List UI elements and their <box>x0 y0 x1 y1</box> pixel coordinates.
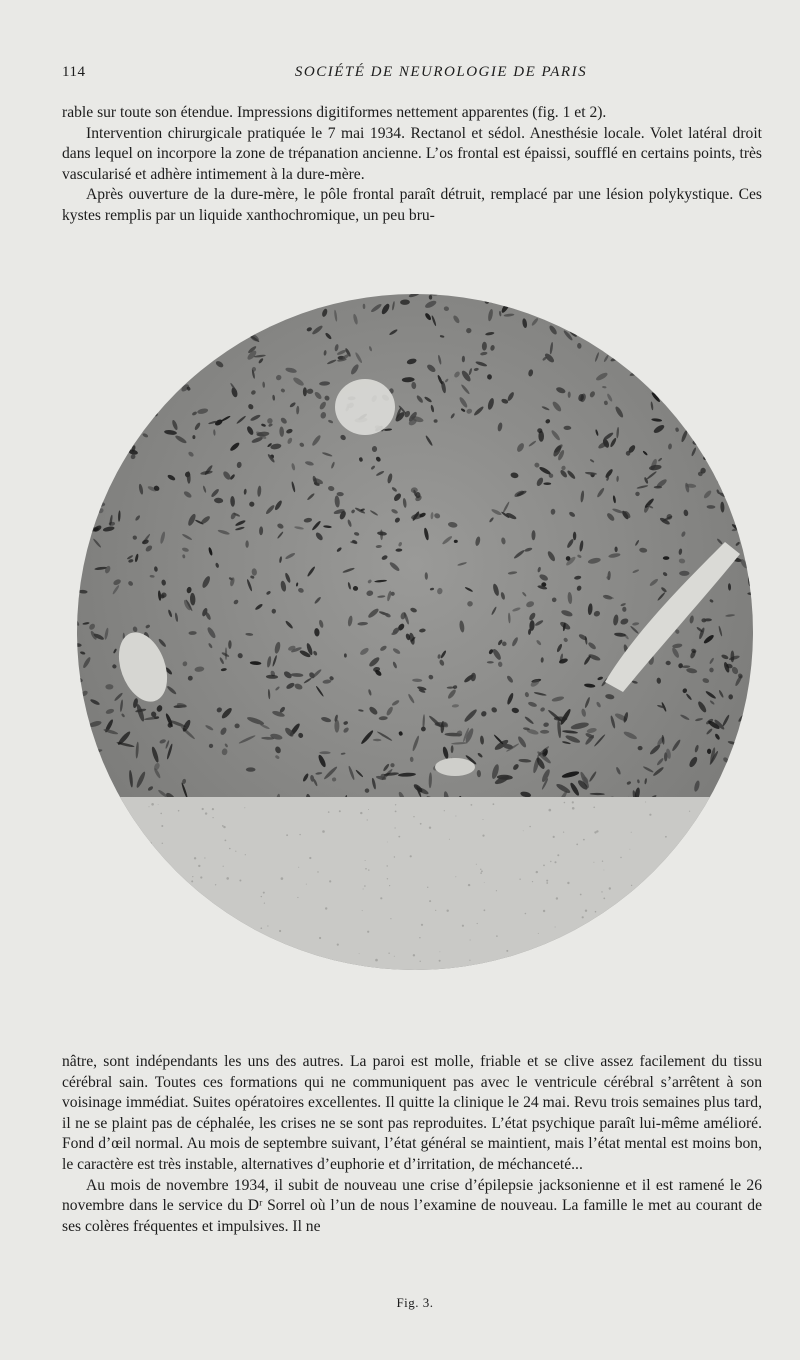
page-number: 114 <box>62 64 86 80</box>
paragraph: Après ouverture de la dure-mère, le pôle frontal paraît détruit, remplacé par une lésion polykystique. Ces kystes remplis par un liquide xanthochromique, un peu bru- <box>62 186 762 224</box>
figure-caption: Fig. 3. <box>396 1295 434 1310</box>
paragraph: Au mois de novembre 1934, il subit de nouveau une crise d’épilepsie jacksonienne et il est ramené le 26 novembre dans le service du Dʳ Sorrel où l’un de nous l’examine de nouveau. La famille le met au courant de ses colères fréquentes et impulsives. Il ne <box>62 1176 762 1235</box>
bottom-text-block <box>62 1052 762 1237</box>
running-head <box>62 64 760 86</box>
micrograph-image <box>75 292 755 972</box>
paragraph: Intervention chirurgicale pratiquée le 7 mai 1934. Rectanol et sédol. Anesthésie locale. Volet latéral droit dans lequel on incorpore la zone de trépanation ancienne. L’os frontal est épaissi, soufflé en certains points, très vascularisé et adhère intimement à la dure-mère. <box>62 124 762 183</box>
top-text-block <box>62 103 762 227</box>
paragraph: rable sur toute son étendue. Impressions digitiformes nettement apparentes (fig. 1 et 2). <box>62 104 607 121</box>
journal-title: SOCIÉTÉ DE NEUROLOGIE DE PARIS <box>294 64 588 80</box>
paragraph: nâtre, sont indépendants les uns des autres. La paroi est molle, friable et se clive assez facilement du tissu cérébral sain. Toutes ces formations qui ne communiquent pas avec le ventricule cérébral s’arrêtent à son voisinage immédiat. Suites opératoires excellentes. Il quitte la clinique le 24 mai. Revu trois semaines plus tard, il ne se plaint pas de céphalée, les crises ne se sont pas reproduites. L’état psychique paraît lui-même amélioré. Fond d’œil normal. Au mois de septembre suivant, l’état général se maintient, mais l’état mental est moins bon, le caractère est très instable, alternatives d’euphorie et d’irritation, de méchanceté... <box>62 1053 762 1173</box>
